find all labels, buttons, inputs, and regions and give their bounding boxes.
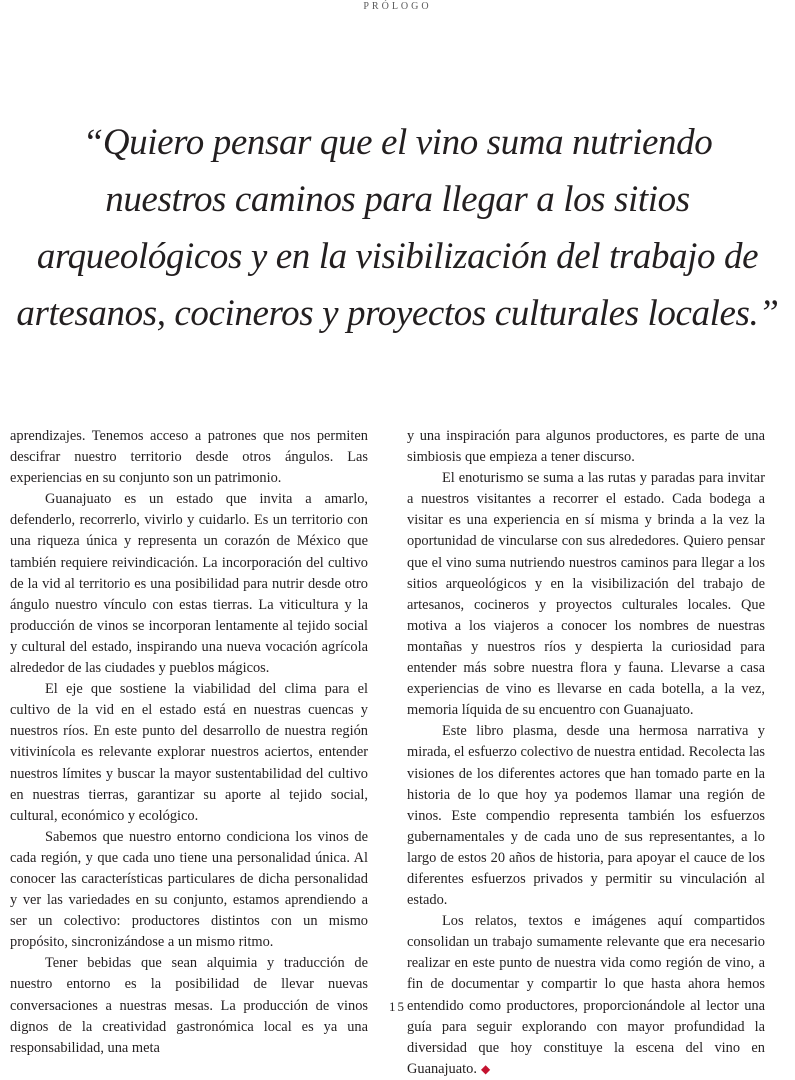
left-column (10, 426, 368, 1059)
pull-quote-line: arqueológicos y en la visibilización del trabajo de (36, 236, 759, 277)
right-column (407, 426, 765, 1080)
pull-quote-line: artesanos, cocineros y proyectos culturales locales.” (16, 293, 779, 334)
paragraph: Guanajuato es un estado que invita a amarlo, defenderlo, recorrerlo, vivirlo y cuidarlo. Es un territorio con una riqueza única y representa un corazón de México que también requiere reivindicación. La incorporación del cultivo de la vid al territorio es una posibilidad para nutrir desde otro ángulo nuestro vínculo con estas tierras. La viticultura y la producción de vinos se incorporan lentamente al tejido social y cultural del estado, inspirando una nueva vocación agrícola alrededor de las ciudades y pueblos mágicos. (10, 491, 368, 677)
paragraph-text: Los relatos, textos e imágenes aquí compartidos consolidan un trabajo sumamente relevante que era necesario realizar en este punto de nuestra vida como región de vino, a fin de documentar y compartir lo que hasta ahora hemos entendido como productores, proporcionándole al lector una guía para seguir explorando con mayor profundidad la diversidad que hoy constituye la escena del vino en Guanajuato. (407, 913, 765, 1077)
paragraph: El eje que sostiene la viabilidad del clima para el cultivo de la vid en el estado está en nuestras cuencas y nuestros ríos. En este punto del desarrollo de nuestra región vitivinícola es relevante explorar nuestros aciertos, entender nuestros límites y buscar la mayor sustentabilidad del cultivo en nuestras tierras, garantizar su aporte al tejido social, cultural, económico y ecológico. (10, 681, 368, 824)
paragraph (407, 911, 765, 1080)
end-of-text-diamond-icon: ◆ (480, 1061, 491, 1076)
page-number: 15 (389, 999, 406, 1014)
pull-quote-line: “Quiero pensar que el vino suma nutriendo (82, 122, 713, 163)
paragraph: El enoturismo se suma a las rutas y paradas para invitar a nuestros visitantes a recorrer el estado. Cada bodega a visitar es una experiencia en sí misma y brinda a la vez la oportunidad de vincularse con sus alrededores. Quiero pensar que el vino suma nutriendo nuestros caminos para llegar a los sitios arqueológicos y en la visibilización del trabajo de artesanos, cocineros y proyectos culturales locales. Que motiva a los viajeros a conocer los nombres de nuestras montañas y nuestros ríos y despierta la curiosidad para entender más sobre nuestra flora y fauna. Llevarse a casa experiencias de vino es llevarse en cada botella, a la vez, memoria líquida de su encuentro con Guanajuato. (407, 470, 765, 719)
pull-quote-line: nuestros caminos para llegar a los sitios (105, 179, 690, 220)
paragraph: Este libro plasma, desde una hermosa narrativa y mirada, el esfuerzo colectivo de nuestra entidad. Recolecta las visiones de los diferentes actores que han tomado parte en la historia de lo que hoy ya podemos llamar una región de vinos. Este compendio representa también los esfuerzos gubernamentales y de cada uno de sus representantes, a lo largo de estos 20 años de historia, para apoyar el cauce de los diferentes esfuerzos privados y permitir su vinculación al estado. (407, 723, 766, 909)
paragraph: Tener bebidas que sean alquimia y traducción de nuestro entorno es la posibilidad de llevar nuevas conversaciones a nuestras mesas. La producción de vinos dignos de la creatividad gastronómica local es ya una responsabilidad, una meta (10, 955, 368, 1056)
paragraph: Sabemos que nuestro entorno condiciona los vinos de cada región, y que cada uno tiene una personalidad única. Al conocer las características particulares de dicha personalidad y ver las variedades en su conjunto, estamos aprendiendo a ser un colectivo: productores distintos con un mismo propósito, sincronizándose a un mismo ritmo. (10, 828, 368, 951)
pull-quote (0, 114, 795, 342)
running-header: PRÓLOGO (363, 1, 432, 12)
paragraph: aprendizajes. Tenemos acceso a patrones que nos permiten descifrar nuestro territorio desde otros ángulos. Las experiencias en su conjunto son un patrimonio. (10, 428, 368, 487)
paragraph: y una inspiración para algunos productores, es parte de una simbiosis que empieza a tener discurso. (407, 428, 765, 466)
